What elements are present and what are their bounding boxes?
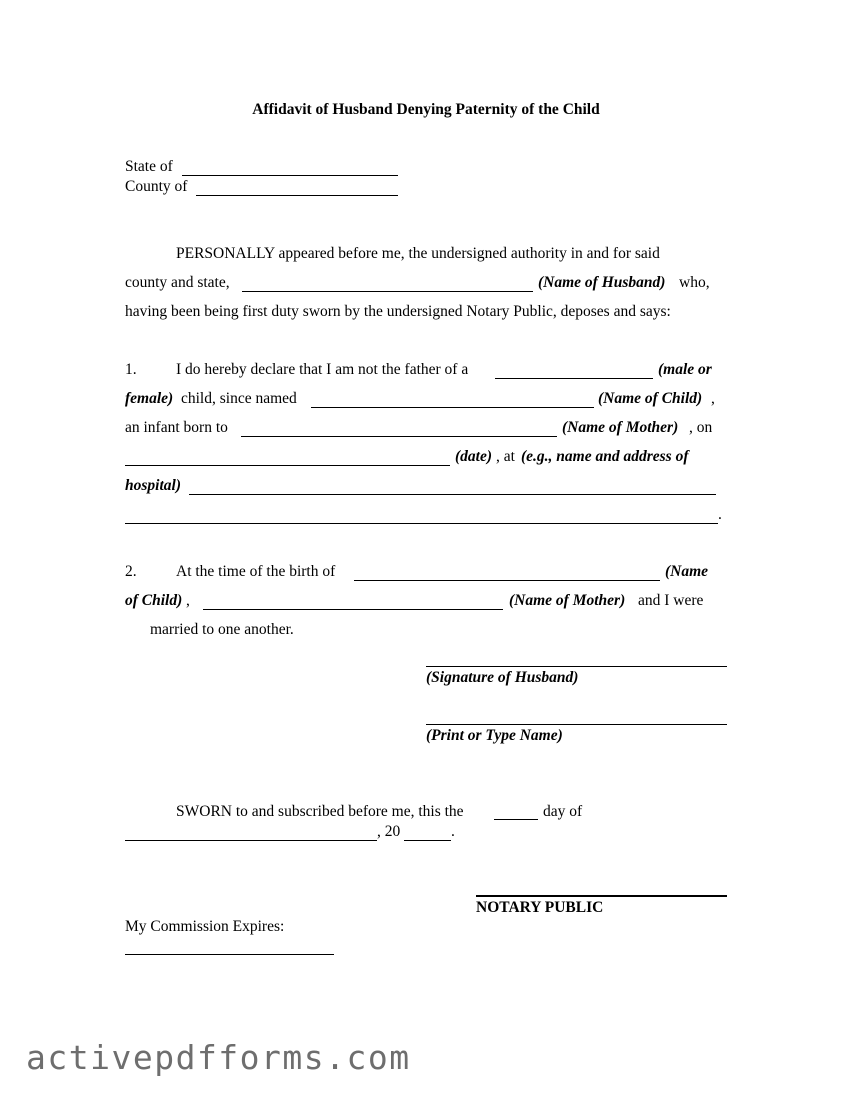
clause-2-name-label: (Name [665, 563, 709, 580]
county-field-line[interactable] [196, 195, 398, 196]
clause-1-text-d: an infant born to [125, 419, 228, 436]
clause-2-of-child-label: of Child) [125, 592, 183, 609]
clause-2-number: 2. [125, 563, 137, 580]
clause-1-number: 1. [125, 361, 137, 378]
husband-signature-line[interactable] [426, 666, 727, 667]
state-field-line[interactable] [182, 175, 398, 176]
clause-2-comma: , [186, 592, 190, 609]
male-or-label: (male or [658, 361, 712, 378]
child-name-field-line[interactable] [311, 407, 594, 408]
hospital-field-line-1[interactable] [189, 494, 716, 495]
sworn-day-field-line[interactable] [494, 819, 538, 820]
intro-line-1: PERSONALLY appeared before me, the undersigned authority in and for said [176, 245, 660, 262]
hospital-field-line-2[interactable] [125, 523, 718, 524]
sworn-year-prefix: , 20 [377, 823, 401, 840]
intro-line-2-pre: county and state, [125, 274, 230, 291]
birth-date-field-line[interactable] [125, 465, 450, 466]
sworn-text-a: SWORN to and subscribed before me, this the [176, 803, 464, 820]
state-of-label: State of [125, 158, 173, 175]
sworn-month-field-line[interactable] [125, 840, 377, 841]
clause-2-mother-name-field-line[interactable] [203, 609, 503, 610]
sworn-year-field-line[interactable] [404, 840, 451, 841]
commission-expires-label: My Commission Expires: [125, 918, 285, 935]
clause-2-text-d: married to one another. [150, 621, 294, 638]
child-gender-field-line[interactable] [495, 378, 653, 379]
commission-expires-field-line[interactable] [125, 954, 334, 955]
sworn-end: . [451, 823, 455, 840]
clause-1-comma: , [711, 390, 715, 407]
clause-1-text-b: child, since named [181, 390, 297, 407]
clause-2-text-a: At the time of the birth of [176, 563, 336, 580]
clause-1-text-e: , on [689, 419, 713, 436]
notary-public-label: NOTARY PUBLIC [476, 899, 604, 916]
intro-line-3: having been being first duty sworn by the undersigned Notary Public, deposes and says: [125, 303, 671, 320]
notary-signature-line[interactable] [476, 895, 727, 897]
print-or-type-name-label: (Print or Type Name) [426, 727, 563, 744]
husband-name-label: (Name of Husband) [538, 274, 666, 291]
clause-2-child-name-field-line[interactable] [354, 580, 660, 581]
clause-1-text-a: I do hereby declare that I am not the father of a [176, 361, 469, 378]
sworn-text-b: day of [543, 803, 583, 820]
watermark-text: activepdfforms.com [26, 1038, 411, 1077]
county-of-label: County of [125, 178, 188, 195]
signature-of-husband-label: (Signature of Husband) [426, 669, 579, 686]
female-label: female) [125, 390, 174, 407]
intro-line-2-post: who, [679, 274, 710, 291]
husband-name-field-line[interactable] [242, 291, 533, 292]
hospital-example-label: (e.g., name and address of [521, 448, 689, 465]
clause-2-text-c: and I were [638, 592, 704, 609]
clause-1-text-f: , at [496, 448, 515, 465]
name-of-child-label: (Name of Child) [598, 390, 703, 407]
name-of-mother-label: (Name of Mother) [562, 419, 679, 436]
document-title: Affidavit of Husband Denying Paternity of the Child [252, 101, 600, 118]
clause-1-end: . [718, 506, 722, 523]
date-label: (date) [455, 448, 493, 465]
print-name-line[interactable] [426, 724, 727, 725]
clause-2-name-of-mother-label: (Name of Mother) [509, 592, 626, 609]
hospital-label: hospital) [125, 477, 181, 494]
mother-name-field-line[interactable] [241, 436, 557, 437]
